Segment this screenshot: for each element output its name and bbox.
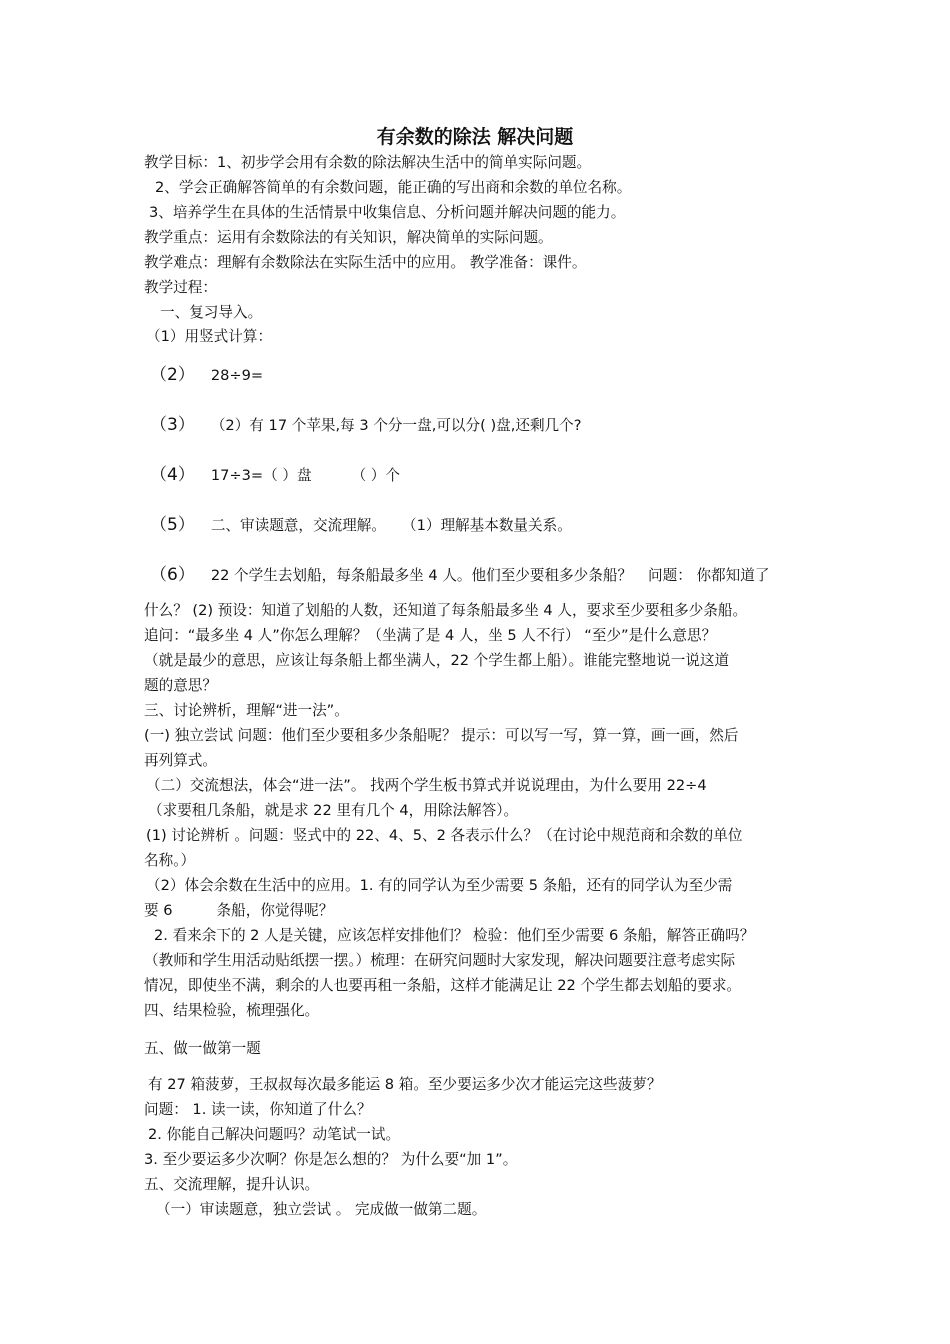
item-number: （6）	[150, 565, 195, 585]
numbered-item-5	[150, 514, 572, 537]
paragraph-line: 追问：“最多坐 4 人”你怎么理解？（坐满了是 4 人，坐 5 人不行） “至少”是什么意思？	[144, 627, 717, 644]
item-number: （5）	[150, 515, 195, 535]
paragraph-line: （教师和学生用活动贴纸摆一摆。）梳理：在研究问题时大家发现，解决问题要注意考虑实际	[144, 952, 736, 969]
section-4-heading: 四、结果检验，梳理强化。	[144, 1002, 320, 1019]
paragraph-fragment: 要 6	[144, 902, 173, 919]
item-text: 22 个学生去划船，每条船最多坐 4 人。他们至少要租多少条船？	[210, 567, 633, 584]
paragraph-line: 什么？ (2) 预设：知道了划船的人数，还知道了每条船最多坐 4 人，要求至少要租多少条船。	[144, 602, 748, 619]
teaching-process-heading: 教学过程：	[144, 279, 217, 296]
numbered-item-4	[150, 464, 400, 487]
item-text: 28÷9=	[210, 367, 264, 384]
teaching-goal-1: 教学目标：1、初步学会用有余数的除法解决生活中的简单实际问题。	[144, 154, 592, 171]
teaching-key-point: 教学重点：运用有余数除法的有关知识，解决简单的实际问题。	[144, 229, 553, 246]
section-5b-heading: 五、交流理解，提升认识。	[144, 1176, 320, 1193]
section-5-heading: 五、做一做第一题	[144, 1040, 261, 1057]
paragraph-line: 2. 看来余下的 2 人是关键，应该怎样安排他们？ 检验：他们至少需要 6 条船，解答正确吗？	[154, 927, 755, 944]
paragraph-line: （求要租几条船，就是求 22 里有几个 4，用除法解答）。	[148, 802, 519, 819]
question-1: 问题： 1. 读一读，你知道了什么？	[144, 1101, 372, 1118]
question-2: 2. 你能自己解决问题吗？动笔试一试。	[148, 1126, 401, 1143]
numbered-item-2	[150, 364, 263, 387]
item-text-2: （ ）个	[351, 467, 400, 484]
teaching-goal-3: 3、培养学生在具体的生活情景中收集信息、分析问题并解决问题的能力。	[149, 204, 626, 221]
section-1-heading: 一、复习导入。	[160, 304, 263, 321]
item-text-2: 问题： 你都知道了	[648, 567, 770, 584]
paragraph-line: 再列算式。	[144, 752, 217, 769]
paragraph-fragment: 条船，你觉得呢？	[216, 902, 334, 919]
paragraph-line	[144, 900, 333, 922]
numbered-item-3	[150, 414, 582, 437]
question-3: 3. 至少要运多少次啊？你是怎么想的？ 为什么要“加 1”。	[144, 1151, 518, 1168]
item-number: （4）	[150, 465, 195, 485]
item-number: （2）	[150, 365, 195, 385]
paragraph-line: （二）交流想法，体会“进一法”。 找两个学生板书算式并说说理由，为什么要用 22÷4	[146, 777, 707, 794]
section-3-heading: 三、讨论辨析，理解“进一法”。	[144, 702, 349, 719]
paragraph-line: 题的意思？	[144, 677, 217, 694]
numbered-item-6	[150, 564, 769, 587]
item-text: 二、审读题意，交流理解。	[210, 517, 386, 534]
paragraph-line: （就是最少的意思，应该让每条船上都坐满人，22 个学生都上船）。谁能完整地说一说这道	[144, 652, 730, 669]
paragraph-line: 名称。）	[144, 852, 196, 869]
document-title: 有余数的除法 解决问题	[376, 126, 574, 148]
item-text: 17÷3=（ ）盘	[210, 467, 312, 484]
teaching-goal-2: 2、学会正确解答简单的有余数问题，能正确的写出商和余数的单位名称。	[155, 179, 632, 196]
item-text: （2）有 17 个苹果,每 3 个分一盘,可以分( )盘,还剩几个?	[210, 417, 582, 434]
item-number: （3）	[150, 415, 195, 435]
paragraph-line: (1) 讨论辨析 。问题：竖式中的 22、4、5、2 各表示什么？（在讨论中规范商和余数的单位	[146, 827, 743, 844]
paragraph-line: （2）体会余数在生活中的应用。1. 有的同学认为至少需要 5 条船，还有的同学认为至少需	[146, 877, 733, 894]
item-text-2: （1）理解基本数量关系。	[401, 517, 572, 534]
vertical-calc-label: （1）用竖式计算：	[146, 328, 273, 345]
paragraph-line: (一) 独立尝试 问题：他们至少要租多少条船呢？ 提示：可以写一写，算一算，画一画，然后	[144, 727, 739, 744]
pineapple-problem: 有 27 箱菠萝，王叔叔每次最多能运 8 箱。至少要运多少次才能运完这些菠萝？	[148, 1076, 662, 1093]
paragraph-line: （一）审读题意，独立尝试 。 完成做一做第二题。	[156, 1201, 487, 1218]
paragraph-line: 情况，即使坐不满，剩余的人也要再租一条船，这样才能满足让 22 个学生都去划船的要求。	[144, 977, 742, 994]
teaching-difficulty: 教学难点：理解有余数除法在实际生活中的应用。 教学准备：课件。	[144, 254, 587, 271]
